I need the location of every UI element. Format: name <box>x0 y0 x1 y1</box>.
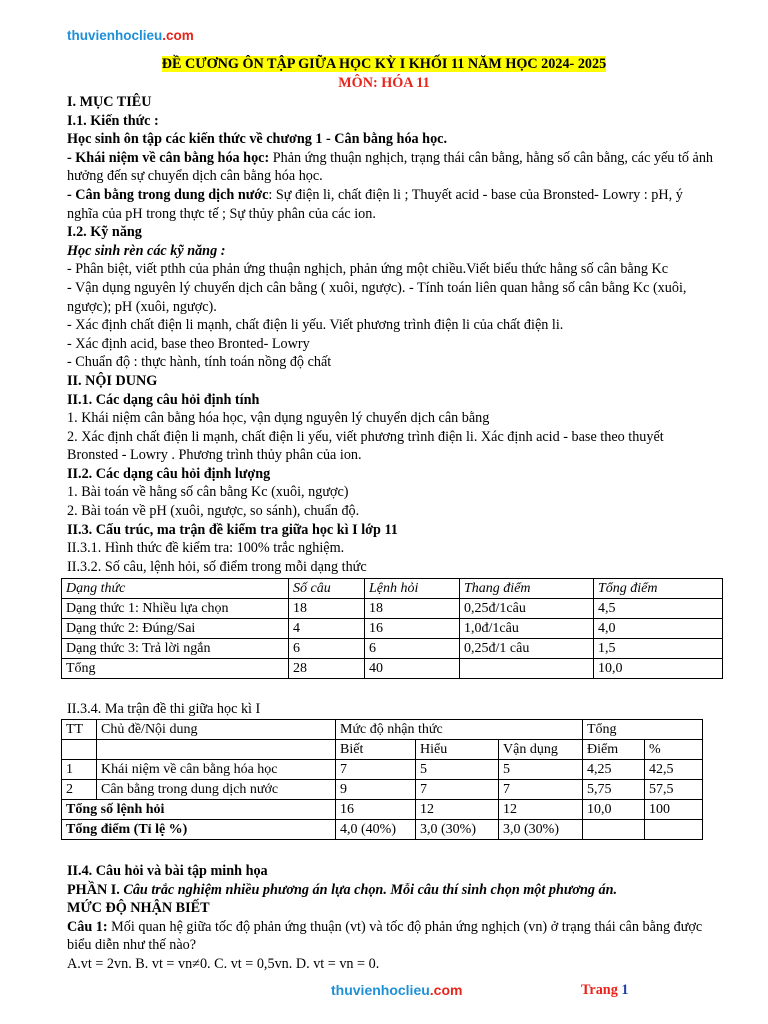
table-cell: 42,5 <box>645 760 703 780</box>
subject-title: MÔN: HÓA 11 <box>338 75 430 91</box>
body-line: 2. Bài toán về pH (xuôi, ngược, so sánh), chuẩn độ. <box>67 503 360 520</box>
table-cell: 6 <box>289 639 365 659</box>
table-cell: Điểm <box>583 740 645 760</box>
table-cell: Dạng thức 1: Nhiều lựa chọn <box>62 599 289 619</box>
table-cell: Tổng <box>583 720 703 740</box>
body-line: - Cân bằng trong dung dịch nước: Sự điện li, chất điện li ; Thuyết acid - base của Bronsted- Lowry : pH, ý nghĩa của pH trong thực tế ; Sự thủy phân của các ion. <box>67 186 683 222</box>
table-header-cell: Tổng điểm <box>594 579 723 599</box>
table-cell: Biết <box>336 740 416 760</box>
table-cell: 12 <box>499 800 583 820</box>
table-cell: 0,25đ/1câu <box>460 599 594 619</box>
table-cell: 57,5 <box>645 780 703 800</box>
table-row <box>62 820 703 840</box>
table-row <box>62 760 703 780</box>
table-row <box>62 619 723 639</box>
table-cell: Tổng số lệnh hỏi <box>62 800 336 820</box>
table-cell: Chủ đề/Nội dung <box>97 720 336 740</box>
table-cell: 100 <box>645 800 703 820</box>
body-line: I.2. Kỹ năng <box>67 224 142 241</box>
body-line: 1. Bài toán về hằng số cân bằng Kc (xuôi, ngược) <box>67 484 349 501</box>
table-cell: 10,0 <box>594 659 723 679</box>
table-header-cell: Dạng thức <box>62 579 289 599</box>
section-examples <box>67 862 717 974</box>
table-header-cell: Thang điểm <box>460 579 594 599</box>
table-cell <box>645 820 703 840</box>
body-line: - Xác định chất điện li mạnh, chất điện li yếu. Viết phương trình điện li của chất điện li. <box>67 317 564 334</box>
table-cell: 4,5 <box>594 599 723 619</box>
table-row <box>62 659 723 679</box>
table-cell: 4,25 <box>583 760 645 780</box>
part-one: PHẦN I. Câu trắc nghiệm nhiều phương án lựa chọn. Mỗi câu thí sinh chọn một phương án. <box>67 881 618 898</box>
table-cell: Mức độ nhận thức <box>336 720 583 740</box>
site-logo <box>67 28 194 43</box>
body-line: II.2. Các dạng câu hỏi định lượng <box>67 465 271 482</box>
table-cell: 1,0đ/1câu <box>460 619 594 639</box>
table-cell: Dạng thức 2: Đúng/Sai <box>62 619 289 639</box>
table-cell: 9 <box>336 780 416 800</box>
table-cell: 18 <box>365 599 460 619</box>
table-cell: Tổng <box>62 659 289 679</box>
table-cell: Khái niệm về cân bằng hóa học <box>97 760 336 780</box>
table-cell: Tổng điểm (Tỉ lệ %) <box>62 820 336 840</box>
format-table <box>61 578 723 679</box>
body-line: I. MỤC TIÊU <box>67 94 152 110</box>
table-cell: 3,0 (30%) <box>499 820 583 840</box>
table-cell: 16 <box>365 619 460 639</box>
body-line: II.3. Cấu trúc, ma trận đề kiểm tra giữa học kì I lớp 11 <box>67 521 398 538</box>
table-cell: % <box>645 740 703 760</box>
table-cell: 0,25đ/1 câu <box>460 639 594 659</box>
table-row <box>62 780 703 800</box>
table-cell: Cân bằng trong dung dịch nước <box>97 780 336 800</box>
table-cell: 6 <box>365 639 460 659</box>
table-cell: 4,0 (40%) <box>336 820 416 840</box>
document-title: ĐỀ CƯƠNG ÔN TẬP GIỮA HỌC KỲ I KHỐI 11 NĂM HỌC 2024- 2025 <box>161 56 607 72</box>
table-row <box>62 800 703 820</box>
table-header-cell: Số câu <box>289 579 365 599</box>
table-cell: 1,5 <box>594 639 723 659</box>
body-line: II.3.1. Hình thức đề kiểm tra: 100% trắc nghiệm. <box>67 540 345 557</box>
table-cell: 7 <box>416 780 499 800</box>
matrix-table <box>61 719 703 840</box>
table-cell: 7 <box>499 780 583 800</box>
table-cell: 5 <box>416 760 499 780</box>
table-cell: 7 <box>336 760 416 780</box>
body-line: - Chuẩn độ : thực hành, tính toán nồng độ chất <box>67 354 332 371</box>
table-cell <box>583 820 645 840</box>
body-line: II.3.2. Số câu, lệnh hỏi, số điểm trong mỗi dạng thức <box>67 558 367 575</box>
table-cell: Hiểu <box>416 740 499 760</box>
table-cell <box>460 659 594 679</box>
body-line: - Phân biệt, viết pthh của phản ứng thuận nghịch, phản ứng một chiều.Viết biểu thức hằng số cân bằng Kc <box>67 261 669 278</box>
table-cell: 16 <box>336 800 416 820</box>
body-line: 1. Khái niệm cân bằng hóa học, vận dụng nguyên lý chuyển dịch cân bằng <box>67 410 490 427</box>
table-cell: 5,75 <box>583 780 645 800</box>
table-cell: 40 <box>365 659 460 679</box>
site-tld: .com <box>162 28 194 43</box>
table-row <box>62 599 723 619</box>
site-name: thuvienhoclieu <box>67 28 163 43</box>
table-cell: 5 <box>499 760 583 780</box>
table-cell: 12 <box>416 800 499 820</box>
question-1-answers: A.vt = 2vn. B. vt = vn≠0. C. vt = 0,5vn. D. vt = vn = 0. <box>67 955 380 972</box>
table-cell: 2 <box>62 780 97 800</box>
table-cell: 10,0 <box>583 800 645 820</box>
table-cell: 28 <box>289 659 365 679</box>
body-line: - Vận dụng nguyên lý chuyển dịch cân bằng ( xuôi, ngược). - Tính toán liên quan hằng số cân bằng Kc (xuôi, ngược); pH (xuôi, ngược). <box>67 279 687 315</box>
matrix-title: II.3.4. Ma trận đề thi giữa học kì I <box>67 701 261 717</box>
table-cell: 3,0 (30%) <box>416 820 499 840</box>
level-heading: MỨC ĐỘ NHẬN BIẾT <box>67 900 210 917</box>
table-cell: 18 <box>289 599 365 619</box>
footer-site: thuvienhoclieu.com <box>331 982 463 998</box>
table-cell: Dạng thức 3: Trả lời ngắn <box>62 639 289 659</box>
table-cell: 4 <box>289 619 365 639</box>
table-cell: TT <box>62 720 97 740</box>
body-line: Học sinh rèn các kỹ năng : <box>67 242 226 259</box>
body-line: - Xác định acid, base theo Bronted- Lowry <box>67 335 310 352</box>
question-1: Câu 1: Mối quan hệ giữa tốc độ phản ứng thuận (vt) và tốc độ phản ứng nghịch (vn) ở trạng thái cân bằng được biểu diễn như thế nào? <box>67 918 703 954</box>
table-row <box>62 639 723 659</box>
table-cell: 4,0 <box>594 619 723 639</box>
body-line: Học sinh ôn tập các kiến thức về chương 1 - Cân bằng hóa học. <box>67 131 448 148</box>
body-line: I.1. Kiến thức : <box>67 112 159 129</box>
body-line: 2. Xác định chất điện li mạnh, chất điện li yếu, viết phương trình điện li. Xác định acid - base theo thuyết Bronsted - Lowry . Phương trình thủy phân của ion. <box>67 428 664 464</box>
body-line: - Khái niệm về cân bằng hóa học: Phản ứng thuận nghịch, trạng thái cân bằng, hằng số cân bằng, các yếu tố ảnh hưởng đến sự chuyển dịch cân bằng hóa học. <box>67 149 714 185</box>
body-line: II. NỘI DUNG <box>67 372 158 389</box>
table-header-cell: Lệnh hỏi <box>365 579 460 599</box>
table-cell: 1 <box>62 760 97 780</box>
table-cell: Vận dụng <box>499 740 583 760</box>
examples-heading: II.4. Câu hỏi và bài tập minh họa <box>67 863 268 879</box>
body-line: II.1. Các dạng câu hỏi định tính <box>67 391 260 408</box>
document-body <box>67 93 717 576</box>
page-number: Trang 1 <box>581 982 629 998</box>
